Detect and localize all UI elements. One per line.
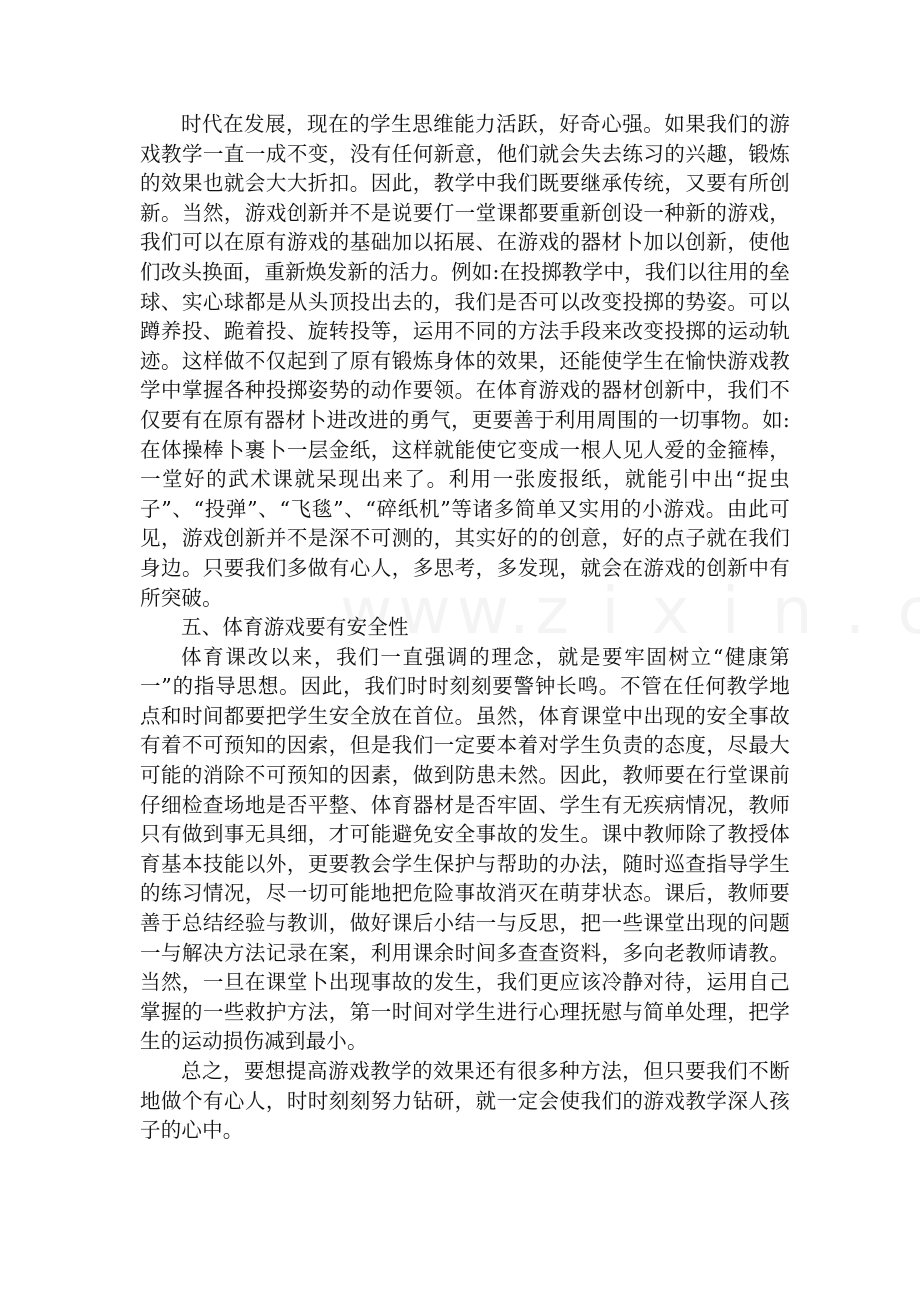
paragraph-safety: 体育课改以来，我们一直强调的理念，就是要牢固树立“健康第一”的指导思想。因此，我们时时刻刻要警钟长鸣。不管在任何教学地点和时间都要把学生安全放在首位。虽然，体育课堂中出现的安全事故有着不可预知的因索，但是我们一定要本着对学生负责的态度，尽最大可能的消除不可预知的因素，做到防患未然。因此，教师要在行堂课前仔细检查场地是否平整、体育器材是否牢固、学生有无疾病情况，教师只有做到事无具细，才可能避免安全事故的发生。课中教师除了教授体育基本技能以外，更要教会学生保护与帮助的办法，随时巡查指导学生的练习情况，尽一切可能地把危险事故消灭在萌芽状态。课后，教师要善于总结经验与教训，做好课后小结一与反思，把一些课堂出现的问题一与解决方法记录在案，利用课余时间多查查资料，多向老教师请教。当然，一旦在课堂卜出现事故的发生，我们更应该冷静对待，运用自己掌握的一些救护方法，第一时间对学生进行心理抚慰与简单处理，把学生的运动损伤减到最小。 xyxy=(140,644,790,1054)
paragraph-innovation: 时代在发展，现在的学生思维能力活跃，好奇心强。如果我们的游戏教学一直一成不变，没有任何新意，他们就会失去练习的兴趣，锻炼的效果也就会大大折扣。因此，教学中我们既要继承传统，又要有所创新。当然，游戏创新并不是说要仃一堂课都要重新创设一种新的游戏，我们可以在原有游戏的基础加以拓展、在游戏的器材卜加以创新，使他们改头换面，重新焕发新的活力。例如:在投掷教学中，我们以往用的垒球、实心球都是从头顶投出去的，我们是否可以改变投掷的势姿。可以蹲养投、跪着投、旋转投等，运用不同的方法手段来改变投掷的运动轨迹。这样做不仅起到了原有锻炼身体的效果，还能使学生在愉快游戏教学中掌握各种投掷姿势的动作要领。在体育游戏的器材创新中，我们不仅要有在原有器材卜进改进的勇气，更要善于利用周围的一切事物。如:在体操棒卜裹卜一层金纸，这样就能使它变成一根人见人爱的金箍棒，一堂好的武术课就呆现出来了。利用一张废报纸，就能引中出“捉虫子”、“投弹”、“飞毯”、“碎纸机”等诸多简单又实用的小游戏。由此可见，游戏创新并不是深不可测的，其实好的的创意，好的点子就在我们身边。只要我们多做有心人，多思考，多发现，就会在游戏的创新中有所突破。 xyxy=(140,112,790,610)
paragraph-conclusion: 总之，要想提高游戏教学的效果还有很多种方法，但只要我们不断地做个有心人，时时刻刻努力钻研，就一定会使我们的游戏教学深人孩子的心中。 xyxy=(140,1059,790,1143)
section-heading-safety: 五、体育游戏要有安全性 xyxy=(181,615,409,640)
document-body xyxy=(140,110,790,1146)
